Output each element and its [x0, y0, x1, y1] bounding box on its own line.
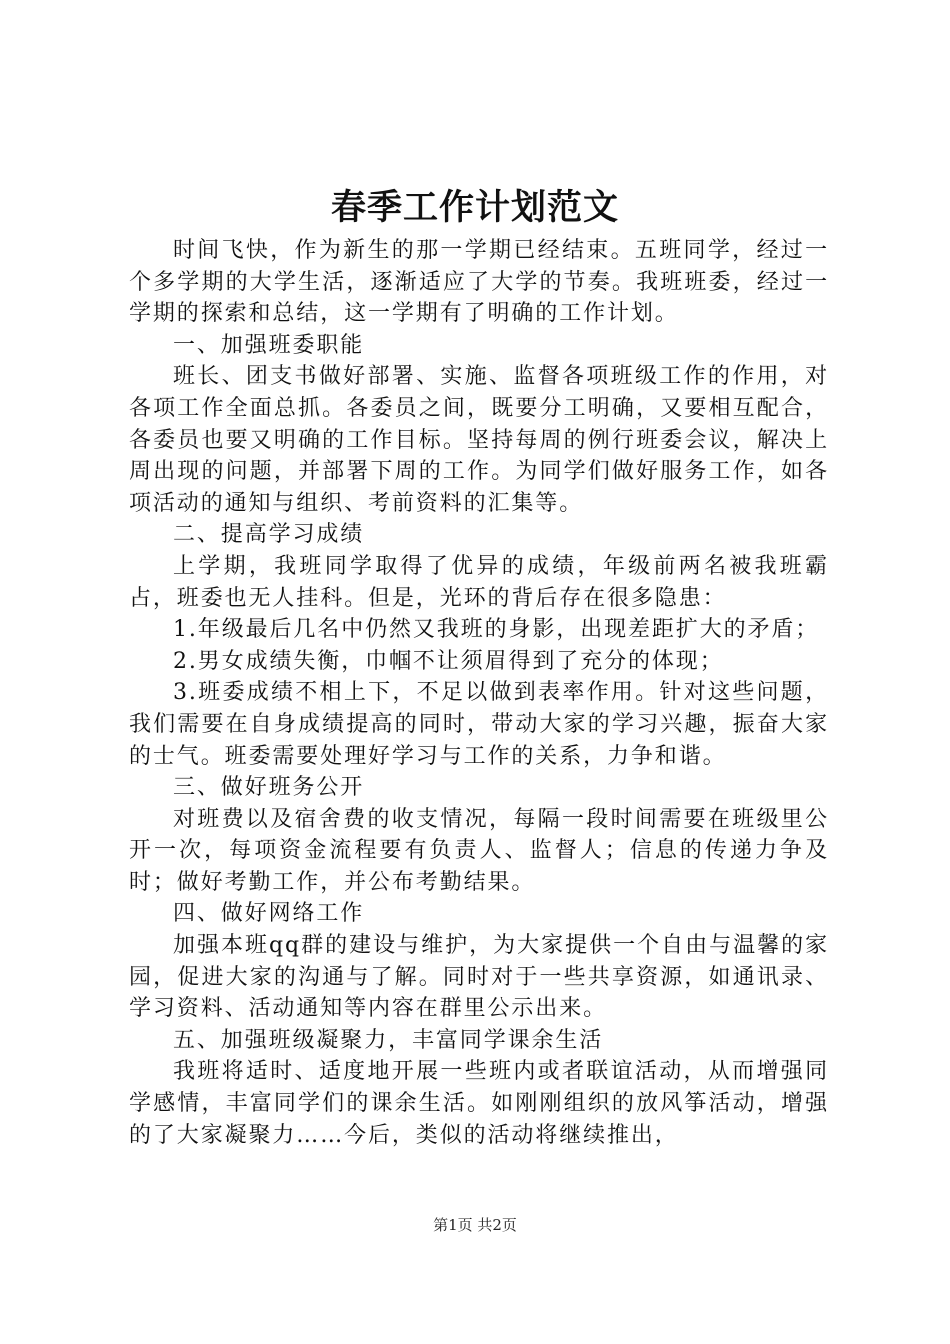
section-4-paragraph: 加强本班qq群的建设与维护，为大家提供一个自由与温馨的家园，促进大家的沟通与了解。同时对于一些共享资源，如通讯录、学习资料、活动通知等内容在群里公示出来。	[129, 933, 829, 1022]
section-2-item-3: 3.班委成绩不相上下，不足以做到表率作用。针对这些问题，我们需要在自身成绩提高的同时，带动大家的学习兴趣，振奋大家的士气。班委需要处理好学习与工作的关系，力争和谐。	[129, 680, 829, 769]
section-5-heading: 五、加强班级凝聚力，丰富同学课余生活	[173, 1027, 604, 1053]
section-1-paragraph: 班长、团支书做好部署、实施、监督各项班级工作的作用，对各项工作全面总抓。各委员之间，既要分工明确，又要相互配合，各委员也要又明确的工作目标。坚持每周的例行班委会议，解决上周出现的问题，并部署下周的工作。为同学们做好服务工作，如各项活动的通知与组织、考前资料的汇集等。	[129, 364, 829, 516]
section-2-paragraph: 上学期，我班同学取得了优异的成绩，年级前两名被我班霸占，班委也无人挂科。但是，光环的背后存在很多隐患：	[129, 553, 829, 611]
section-3-paragraph: 对班费以及宿舍费的收支情况，每隔一段时间需要在班级里公开一次，每项资金流程要有负责人、监督人；信息的传递力争及时；做好考勤工作，并公布考勤结果。	[129, 806, 829, 895]
section-2-item-2: 2.男女成绩失衡，巾帼不让须眉得到了充分的体现；	[173, 648, 724, 674]
document-body	[129, 235, 829, 1151]
page-footer: 第1页 共2页	[433, 1216, 517, 1234]
section-2-item-1: 1.年级最后几名中仍然又我班的身影，出现差距扩大的矛盾；	[173, 617, 820, 643]
section-3-heading: 三、做好班务公开	[173, 775, 365, 801]
document-title: 春季工作计划范文	[330, 187, 619, 228]
section-2-heading: 二、提高学习成绩	[173, 522, 365, 548]
section-4-heading: 四、做好网络工作	[173, 901, 365, 927]
section-5-paragraph: 我班将适时、适度地开展一些班内或者联谊活动，从而增强同学感情，丰富同学们的课余生活。如刚刚组织的放风筝活动，增强的了大家凝聚力……今后，类似的活动将继续推出，	[129, 1059, 829, 1148]
section-1-heading: 一、加强班委职能	[173, 332, 365, 358]
intro-paragraph: 时间飞快，作为新生的那一学期已经结束。五班同学，经过一个多学期的大学生活，逐渐适应了大学的节奏。我班班委，经过一学期的探索和总结，这一学期有了明确的工作计划。	[129, 238, 829, 327]
